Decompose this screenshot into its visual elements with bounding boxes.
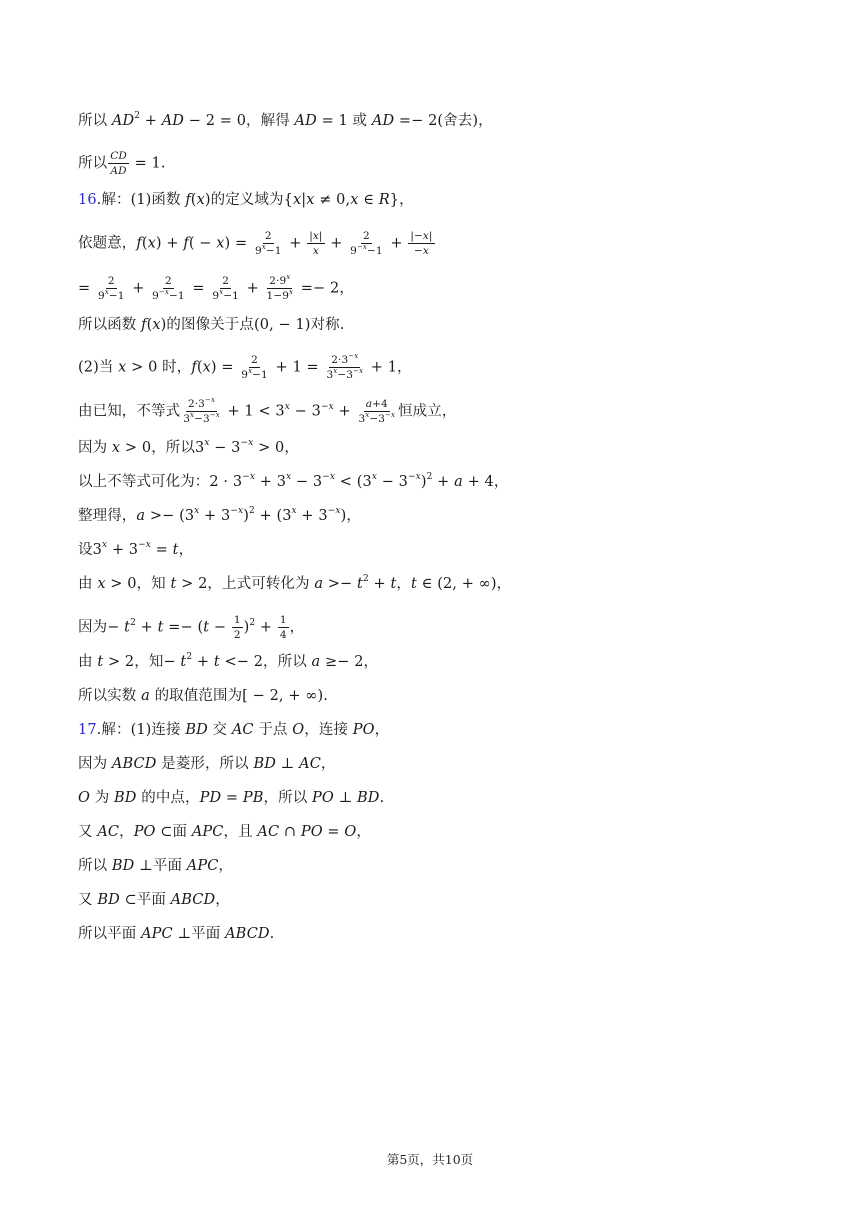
text-line: 所以平面 APC ⊥平面 ABCD. [78, 926, 275, 942]
page-footer: 第5页，共10页 [386, 1152, 474, 1167]
text-line: 16.解：(1)函数 f(x)的定义域为{x|x ≠ 0,x ∈ R}， [78, 192, 414, 208]
text-line: 以上不等式可化为：$2 \cdot 3^{-x} + 3^x - 3^{-x} < (3^x - 3^{-x})^2 + a + 4$， [78, 472, 509, 490]
text-line: 因为− $t^2 + t =- (t$ − $\frac{1}{2}$ )$^2$ + $\frac{1}{4}$ ， [78, 614, 305, 641]
text-line: 所以实数 a 的取值范围为[ − 2, + ∞). [78, 688, 328, 704]
text-line: 所以函数 f(x)的图像关于点(0, − 1)对称. [78, 317, 345, 333]
text-line: 又 BD ⊂平面 ABCD， [78, 892, 230, 908]
text-line: 所以 $AD^2$ + AD − 2 = 0，解得 AD = 1 或 AD =− 2(舍去)， [78, 111, 493, 129]
text-line: 因为 x > 0，所以$3^x - 3^{-x} > 0$， [78, 438, 299, 456]
text-line: 所以 BD ⊥平面 APC， [78, 858, 233, 874]
text-line: 设$3^x + 3^{-x} = t$， [78, 540, 194, 558]
text-line: 17.解：(1)连接 BD 交 AC 于点 O，连接 PO， [78, 722, 390, 738]
text-line: 所以 $\frac{CD}{AD}$ = 1. [78, 150, 166, 177]
text-line: O 为 BD 的中点，PD = PB，所以 PO ⊥ BD. [78, 790, 385, 806]
question-number-16: 16 [78, 192, 97, 208]
text-line: 因为 ABCD 是菱形，所以 BD ⊥ AC， [78, 756, 336, 772]
text-line: 又 AC，PO ⊂面 APC，且 AC ∩ PO = O， [78, 824, 371, 840]
text-line: 由 x > 0，知 t > 2，上式可转化为 $a >- t^2 + t$，t ∈ (2, + ∞)， [78, 574, 512, 592]
text-line: = $\frac{2}{9^x-1}$ + $\frac{2}{9^{-x}-1}$ = $\frac{2}{9^x-1}$ + $\frac{2\cdot 9^x}{1-9^x}$ =− 2， [78, 272, 354, 302]
text-line: 由 t > 2，知− $t^2 + t <- 2$，所以 a ≥− 2， [78, 652, 379, 670]
text-line: (2)当 x > 0 时，f(x) = $\frac{2}{9^x-1}$ + 1 = $\frac{2\cdot 3^{-x}}{3^x-3^{-x}}$ + 1， [78, 351, 412, 381]
question-number-17: 17 [78, 722, 97, 738]
text-line: 整理得，$a >- (3^x + 3^{-x})^2 + (3^x + 3^{-x})$， [78, 506, 361, 524]
text-line: 由已知，不等式 $\frac{2\cdot 3^{-x}}{3^x-3^{-x}}$ + $1 < 3^x - 3^{-x}$ + $\frac{a+4}{3^x-3^{-x}}$ 恒成立， [78, 395, 457, 425]
text-line: 依题意，f(x) + f( − x) = $\frac{2}{9^x-1}$ + $\frac{|x|}{x}$ + $\frac{2}{9^{-x}-1}$ + $\frac{|-x|}{-x}$ [78, 230, 433, 257]
